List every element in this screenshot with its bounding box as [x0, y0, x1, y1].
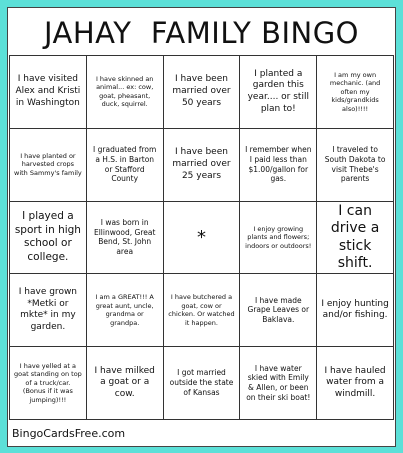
cell-text: I can drive a stick shift.	[330, 202, 380, 271]
cell-text: I have been married over 50 years	[172, 74, 231, 108]
cell-text: I have grown *Metki or mkte* in my garden.	[18, 286, 78, 332]
bingo-cell	[317, 129, 394, 202]
bingo-card	[7, 7, 396, 447]
bingo-cell	[317, 347, 394, 420]
bingo-cell	[164, 129, 241, 202]
card-title: JAHAY FAMILY BINGO	[43, 16, 360, 50]
cell-text: I have planted or harvested crops with Sammy's family	[14, 152, 82, 177]
cell-text: I have hauled water from a windmill.	[324, 365, 386, 399]
cell-text: I have milked a goat or a cow.	[94, 365, 155, 399]
bingo-cell	[87, 129, 164, 202]
cell-text: I enjoy growing plants and flowers; indoors or outdoors!	[245, 224, 312, 250]
cell-text: I have made Grape Leaves or Baklava.	[247, 295, 310, 325]
cell-text: I have yelled at a goat standing on top of a truck/car. (Bonus if it was jumping)!!!	[14, 362, 82, 404]
bingo-cell	[317, 274, 394, 347]
cell-text: I remember when I paid less than $1.00/gallon for gas.	[245, 145, 312, 184]
bingo-cell	[240, 274, 317, 347]
bingo-cell	[164, 347, 241, 420]
cell-text: I am my own mechanic. (and often my kids/grandkids also)!!!!	[329, 70, 381, 113]
bingo-grid	[9, 55, 394, 420]
free-space-star: *	[196, 226, 206, 248]
bingo-cell	[240, 202, 317, 275]
cell-text: I was born in Ellinwood, Great Bend, St. John area	[93, 217, 156, 257]
cell-text: I got married outside the state of Kansas	[169, 368, 234, 397]
cell-text: I played a sport in high school or college.	[14, 210, 81, 264]
bingo-cell	[317, 202, 394, 275]
bingo-cell	[164, 274, 241, 347]
bingo-cell	[164, 56, 241, 129]
free-space	[164, 202, 241, 275]
bingo-cell	[10, 347, 87, 420]
bingo-cell	[87, 347, 164, 420]
bingo-cell	[87, 56, 164, 129]
cell-text: I graduated from a H.S. in Barton or Stafford County	[93, 145, 157, 184]
cell-text: I have been married over 25 years	[172, 147, 231, 181]
bingo-cell	[87, 202, 164, 275]
footer-credit: BingoCardsFree.com	[12, 427, 126, 440]
bingo-cell	[87, 274, 164, 347]
cell-text: I am a GREAT!!! A great aunt, uncle, grandma or grandpa.	[95, 293, 154, 327]
bingo-cell	[10, 202, 87, 275]
bingo-cell	[240, 129, 317, 202]
bingo-cell	[10, 56, 87, 129]
cell-text: I traveled to South Dakota to visit Thebe's parents	[324, 145, 386, 184]
cell-text: I have visited Alex and Kristi in Washington	[15, 74, 81, 108]
bingo-cell	[10, 129, 87, 202]
cell-text: I have butchered a goat, cow or chicken. Or watched it happen.	[168, 293, 235, 327]
cell-text: I planted a garden this year.... or still plan to!	[247, 68, 309, 114]
bingo-cell	[10, 274, 87, 347]
bingo-cell	[240, 347, 317, 420]
cell-text: I enjoy hunting and/or fishing.	[321, 298, 389, 321]
cell-text: I have skinned an animal... ex: cow, goat, pheasant, duck, squirrel.	[95, 75, 154, 109]
bingo-cell	[317, 56, 394, 129]
bingo-cell	[240, 56, 317, 129]
cell-text: I have water skied with Emily & Allen, or been on their ski boat!	[246, 363, 311, 402]
